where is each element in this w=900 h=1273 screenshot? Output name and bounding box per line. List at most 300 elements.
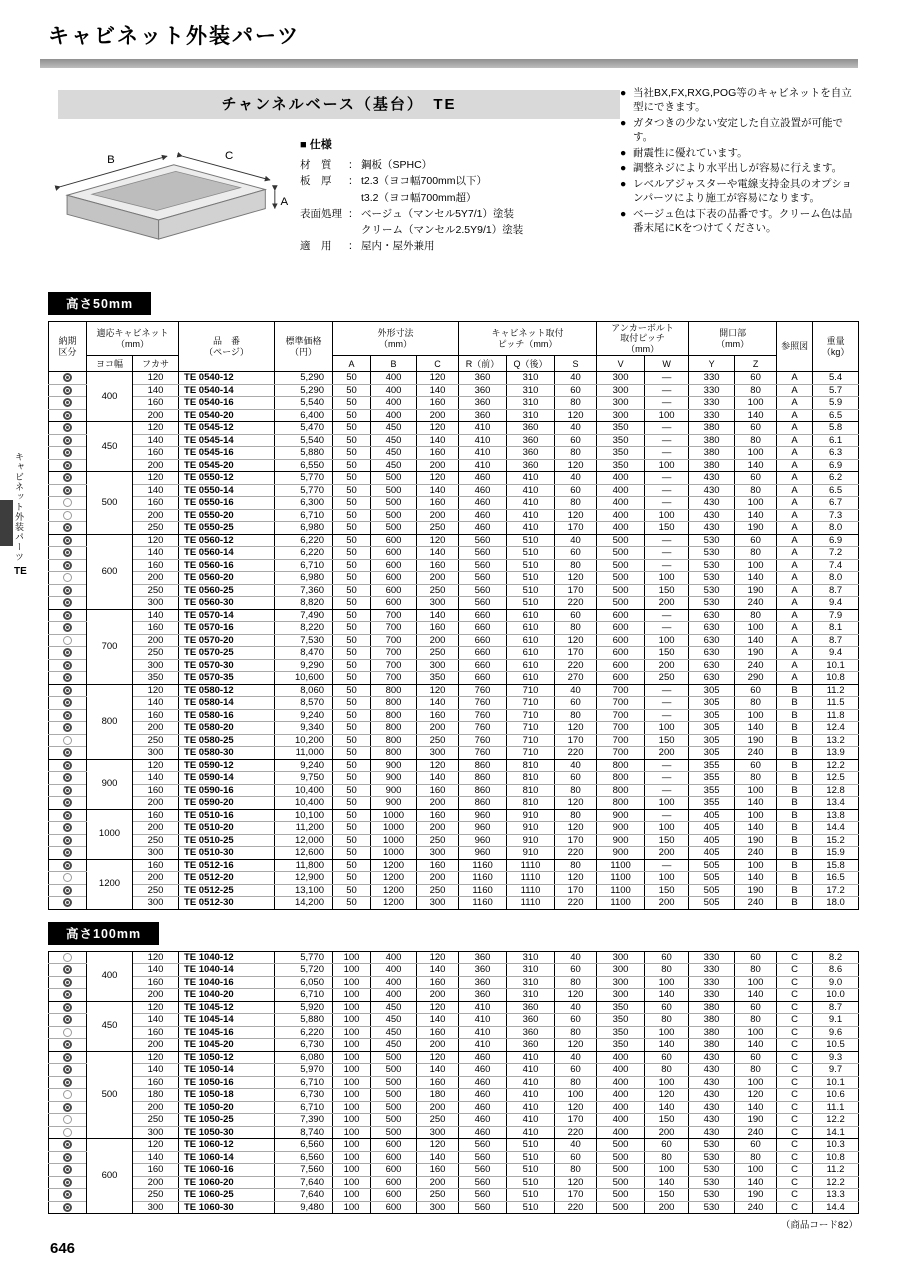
parts-table-100mm — [48, 951, 859, 1215]
value-cell: 60 — [645, 1139, 689, 1152]
value-cell: 100 — [645, 872, 689, 885]
table-row — [49, 497, 859, 510]
value-cell: 50 — [333, 672, 371, 685]
ref-figure-cell: A — [777, 497, 813, 510]
value-cell: 160 — [417, 447, 459, 460]
ref-figure-cell: C — [777, 1014, 813, 1027]
header-part-number: 品 番 （ページ） — [179, 322, 275, 372]
value-cell: 350 — [597, 459, 645, 472]
delivery-mark-cell — [49, 609, 87, 622]
value-cell: 960 — [459, 822, 507, 835]
value-cell: 760 — [459, 684, 507, 697]
value-cell: 1200 — [371, 884, 417, 897]
value-cell: 100 — [735, 809, 777, 822]
price-cell: 12,000 — [275, 834, 333, 847]
depth-cell: 160 — [133, 397, 179, 410]
value-cell: 330 — [689, 976, 735, 989]
value-cell: 500 — [597, 1189, 645, 1202]
value-cell: 80 — [735, 772, 777, 785]
value-cell: 140 — [735, 1101, 777, 1114]
value-cell: 150 — [645, 1189, 689, 1202]
table-row — [49, 964, 859, 977]
value-cell: 410 — [507, 1076, 555, 1089]
section-label-100mm: 高さ100mm — [48, 922, 159, 945]
value-cell: 100 — [645, 509, 689, 522]
value-cell: 500 — [597, 1201, 645, 1214]
value-cell: 100 — [333, 1164, 371, 1177]
value-cell: 50 — [333, 497, 371, 510]
part-number-cell: TE 1050-20 — [179, 1101, 275, 1114]
weight-cell: 14.4 — [813, 822, 859, 835]
value-cell: 330 — [689, 372, 735, 385]
delivery-filled-circle-icon — [63, 436, 72, 445]
value-cell: 200 — [417, 1101, 459, 1114]
value-cell: 660 — [459, 609, 507, 622]
ref-figure-cell: C — [777, 989, 813, 1002]
value-cell: 60 — [735, 759, 777, 772]
delivery-filled-circle-icon — [63, 536, 72, 545]
header-a: A — [333, 356, 371, 372]
value-cell: 60 — [735, 1051, 777, 1064]
value-cell: 50 — [333, 697, 371, 710]
value-cell: 560 — [459, 597, 507, 610]
weight-cell: 17.2 — [813, 884, 859, 897]
delivery-mark-cell — [49, 1089, 87, 1102]
value-cell: 500 — [371, 1114, 417, 1127]
delivery-mark-cell — [49, 1176, 87, 1189]
header-q: Q（後） — [507, 356, 555, 372]
header-weight: 重量 （kg） — [813, 322, 859, 372]
value-cell: 120 — [555, 1176, 597, 1189]
ref-figure-cell: B — [777, 834, 813, 847]
spec-text: ベージュ（マンセル5Y7/1）塗装 — [361, 207, 515, 220]
value-cell: 350 — [597, 447, 645, 460]
value-cell: 460 — [459, 1089, 507, 1102]
value-cell: 80 — [555, 859, 597, 872]
part-number-cell: TE 0580-16 — [179, 709, 275, 722]
delivery-mark-cell — [49, 409, 87, 422]
spec-text: 板 厚 — [300, 175, 332, 188]
value-cell: 500 — [597, 1176, 645, 1189]
depth-cell: 180 — [133, 1089, 179, 1102]
table-row — [49, 722, 859, 735]
value-cell: 220 — [555, 897, 597, 910]
spec-text: ： — [348, 175, 359, 188]
value-cell: 120 — [417, 1001, 459, 1014]
value-cell: 50 — [333, 409, 371, 422]
table-row — [49, 734, 859, 747]
part-number-cell: TE 1060-25 — [179, 1189, 275, 1202]
ref-figure-cell: A — [777, 472, 813, 485]
value-cell: 120 — [555, 822, 597, 835]
value-cell: 910 — [507, 847, 555, 860]
price-cell: 6,730 — [275, 1089, 333, 1102]
weight-cell: 7.9 — [813, 609, 859, 622]
weight-cell: 6.9 — [813, 534, 859, 547]
value-cell: 40 — [555, 372, 597, 385]
delivery-mark-cell — [49, 989, 87, 1002]
value-cell: 170 — [555, 734, 597, 747]
delivery-filled-circle-icon — [63, 423, 72, 432]
weight-cell: 8.6 — [813, 964, 859, 977]
value-cell: 1110 — [507, 872, 555, 885]
value-cell: 140 — [417, 1014, 459, 1027]
ref-figure-cell: A — [777, 584, 813, 597]
value-cell: 560 — [459, 1139, 507, 1152]
delivery-filled-circle-icon — [63, 548, 72, 557]
header-opening: 開口部 （mm） — [689, 322, 777, 356]
part-number-cell: TE 1045-12 — [179, 1001, 275, 1014]
value-cell: 160 — [417, 1026, 459, 1039]
depth-cell: 300 — [133, 747, 179, 760]
price-cell: 8,570 — [275, 697, 333, 710]
depth-cell: 160 — [133, 1026, 179, 1039]
value-cell: 200 — [645, 1126, 689, 1139]
product-notes — [620, 86, 858, 236]
value-cell: 40 — [555, 951, 597, 964]
value-cell: 80 — [555, 1026, 597, 1039]
value-cell: 660 — [459, 634, 507, 647]
value-cell: 700 — [371, 672, 417, 685]
value-cell: 530 — [689, 1176, 735, 1189]
value-cell: 900 — [371, 772, 417, 785]
value-cell: 250 — [417, 647, 459, 660]
table-row — [49, 484, 859, 497]
ref-figure-cell: A — [777, 422, 813, 435]
value-cell: 500 — [371, 522, 417, 535]
value-cell: 100 — [333, 1151, 371, 1164]
value-cell: 610 — [507, 672, 555, 685]
value-cell: 460 — [459, 497, 507, 510]
value-cell: 100 — [645, 634, 689, 647]
price-cell: 9,240 — [275, 709, 333, 722]
table-row — [49, 397, 859, 410]
bullet-icon: ● — [620, 207, 627, 220]
value-cell: 450 — [371, 447, 417, 460]
value-cell: 900 — [597, 834, 645, 847]
value-cell: 500 — [371, 509, 417, 522]
ref-figure-cell: A — [777, 409, 813, 422]
part-number-cell: TE 0590-20 — [179, 797, 275, 810]
delivery-mark-cell — [49, 784, 87, 797]
value-cell: 700 — [371, 659, 417, 672]
spec-row — [300, 238, 635, 254]
value-cell: 100 — [333, 964, 371, 977]
value-cell: 360 — [459, 372, 507, 385]
ref-figure-cell: C — [777, 951, 813, 964]
price-cell: 6,730 — [275, 1039, 333, 1052]
note-item — [620, 86, 858, 115]
value-cell: 700 — [597, 747, 645, 760]
value-cell: 355 — [689, 797, 735, 810]
value-cell: 190 — [735, 834, 777, 847]
product-title: チャンネルベース（基台） TE — [58, 90, 620, 119]
value-cell: 120 — [417, 372, 459, 385]
cabinet-width-cell: 700 — [87, 609, 133, 684]
value-cell: 300 — [417, 659, 459, 672]
price-cell: 12,900 — [275, 872, 333, 885]
value-cell: 120 — [417, 759, 459, 772]
weight-cell: 13.4 — [813, 797, 859, 810]
value-cell: 600 — [371, 1164, 417, 1177]
table-row — [49, 684, 859, 697]
value-cell: 250 — [417, 584, 459, 597]
value-cell: 60 — [555, 1014, 597, 1027]
delivery-mark-cell — [49, 1114, 87, 1127]
value-cell: 200 — [645, 847, 689, 860]
value-cell: 200 — [417, 797, 459, 810]
part-number-cell: TE 0545-16 — [179, 447, 275, 460]
delivery-mark-cell — [49, 497, 87, 510]
depth-cell: 160 — [133, 784, 179, 797]
value-cell: 50 — [333, 859, 371, 872]
value-cell: — — [645, 384, 689, 397]
value-cell: 80 — [555, 1076, 597, 1089]
value-cell: 505 — [689, 884, 735, 897]
note-item — [620, 116, 858, 145]
value-cell: 400 — [597, 472, 645, 485]
part-number-cell: TE 0545-20 — [179, 459, 275, 472]
value-cell: 430 — [689, 1076, 735, 1089]
value-cell: 405 — [689, 809, 735, 822]
value-cell: 600 — [597, 672, 645, 685]
value-cell: 250 — [417, 834, 459, 847]
value-cell: 50 — [333, 559, 371, 572]
table-row — [49, 609, 859, 622]
part-number-cell: TE 0510-20 — [179, 822, 275, 835]
value-cell: 700 — [597, 734, 645, 747]
value-cell: 600 — [371, 559, 417, 572]
value-cell: 500 — [597, 559, 645, 572]
value-cell: — — [645, 497, 689, 510]
weight-cell: 13.2 — [813, 734, 859, 747]
value-cell: 150 — [645, 834, 689, 847]
value-cell: 100 — [333, 1039, 371, 1052]
value-cell: 50 — [333, 847, 371, 860]
table-row — [49, 834, 859, 847]
value-cell: 50 — [333, 572, 371, 585]
value-cell: 240 — [735, 747, 777, 760]
depth-cell: 120 — [133, 759, 179, 772]
value-cell: 60 — [555, 1151, 597, 1164]
value-cell: 80 — [555, 976, 597, 989]
value-cell: — — [645, 809, 689, 822]
value-cell: 1110 — [507, 884, 555, 897]
value-cell: 50 — [333, 897, 371, 910]
cabinet-width-cell: 500 — [87, 472, 133, 535]
value-cell: 700 — [597, 697, 645, 710]
weight-cell: 6.9 — [813, 459, 859, 472]
ref-figure-cell: A — [777, 572, 813, 585]
value-cell: 140 — [735, 822, 777, 835]
table-row — [49, 1039, 859, 1052]
value-cell: 80 — [735, 384, 777, 397]
value-cell: 140 — [417, 964, 459, 977]
spec-row — [300, 222, 635, 238]
value-cell: 40 — [555, 684, 597, 697]
value-cell: 530 — [689, 1151, 735, 1164]
ref-figure-cell: B — [777, 884, 813, 897]
value-cell: 810 — [507, 772, 555, 785]
value-cell: 100 — [333, 1114, 371, 1127]
part-number-cell: TE 0512-16 — [179, 859, 275, 872]
value-cell: 310 — [507, 409, 555, 422]
table-row — [49, 1114, 859, 1127]
value-cell: 240 — [735, 659, 777, 672]
delivery-filled-circle-icon — [63, 761, 72, 770]
ref-figure-cell: B — [777, 684, 813, 697]
value-cell: 170 — [555, 1114, 597, 1127]
spec-text: 屋内・屋外兼用 — [361, 240, 435, 253]
value-cell: 140 — [417, 484, 459, 497]
sidebar-series-code: TE — [14, 566, 27, 577]
part-number-cell: TE 0570-30 — [179, 659, 275, 672]
table-row — [49, 897, 859, 910]
value-cell: 960 — [459, 847, 507, 860]
value-cell: 800 — [371, 684, 417, 697]
value-cell: 160 — [417, 784, 459, 797]
delivery-filled-circle-icon — [63, 1078, 72, 1087]
price-cell: 7,560 — [275, 1164, 333, 1177]
weight-cell: 15.8 — [813, 859, 859, 872]
depth-cell: 140 — [133, 772, 179, 785]
delivery-mark-cell — [49, 1076, 87, 1089]
delivery-filled-circle-icon — [63, 473, 72, 482]
value-cell: 150 — [645, 522, 689, 535]
value-cell: 410 — [459, 1014, 507, 1027]
value-cell: 40 — [555, 422, 597, 435]
ref-figure-cell: C — [777, 964, 813, 977]
cabinet-width-cell: 600 — [87, 1139, 133, 1214]
value-cell: 150 — [645, 647, 689, 660]
spec-text: ： — [348, 207, 359, 220]
value-cell: 300 — [417, 847, 459, 860]
delivery-mark-cell — [49, 459, 87, 472]
value-cell: 200 — [417, 1176, 459, 1189]
weight-cell: 10.8 — [813, 1151, 859, 1164]
table-row — [49, 822, 859, 835]
value-cell: 410 — [507, 484, 555, 497]
part-number-cell: TE 0550-20 — [179, 509, 275, 522]
value-cell: 190 — [735, 734, 777, 747]
part-number-cell: TE 1060-16 — [179, 1164, 275, 1177]
value-cell: 400 — [371, 964, 417, 977]
diagram-label-a: A — [280, 195, 289, 208]
value-cell: 410 — [507, 1114, 555, 1127]
value-cell: 460 — [459, 522, 507, 535]
depth-cell: 160 — [133, 622, 179, 635]
delivery-mark-cell — [49, 759, 87, 772]
price-cell: 6,220 — [275, 534, 333, 547]
value-cell: 200 — [645, 1201, 689, 1214]
table-row — [49, 1126, 859, 1139]
value-cell: 630 — [689, 609, 735, 622]
value-cell: — — [645, 684, 689, 697]
value-cell: 60 — [555, 384, 597, 397]
ref-figure-cell: A — [777, 484, 813, 497]
part-number-cell: TE 1045-16 — [179, 1026, 275, 1039]
diagram-label-c: C — [224, 150, 234, 163]
delivery-mark-cell — [49, 547, 87, 560]
value-cell: 100 — [735, 497, 777, 510]
price-cell: 5,290 — [275, 384, 333, 397]
value-cell: 50 — [333, 547, 371, 560]
depth-cell: 300 — [133, 1126, 179, 1139]
value-cell: 400 — [597, 1126, 645, 1139]
value-cell: 310 — [507, 964, 555, 977]
part-number-cell: TE 1060-14 — [179, 1151, 275, 1164]
value-cell: 610 — [507, 659, 555, 672]
value-cell: 530 — [689, 559, 735, 572]
page-number: 646 — [50, 1240, 76, 1257]
value-cell: 510 — [507, 1176, 555, 1189]
value-cell: 410 — [459, 1001, 507, 1014]
value-cell: 100 — [333, 1051, 371, 1064]
cabinet-width-cell: 1000 — [87, 809, 133, 859]
table-row — [49, 797, 859, 810]
part-number-cell: TE 0510-30 — [179, 847, 275, 860]
value-cell: 800 — [597, 797, 645, 810]
value-cell: 1160 — [459, 872, 507, 885]
header-w: W — [645, 356, 689, 372]
value-cell: — — [645, 759, 689, 772]
delivery-open-circle-icon — [63, 636, 72, 645]
part-number-cell: TE 0550-25 — [179, 522, 275, 535]
depth-cell: 120 — [133, 1139, 179, 1152]
delivery-open-circle-icon — [63, 873, 72, 882]
ref-figure-cell: B — [777, 747, 813, 760]
value-cell: 200 — [417, 634, 459, 647]
table-row — [49, 384, 859, 397]
value-cell: 170 — [555, 584, 597, 597]
value-cell: 350 — [597, 422, 645, 435]
header-delivery: 納期 区分 — [49, 322, 87, 372]
price-cell: 5,540 — [275, 434, 333, 447]
value-cell: 240 — [735, 897, 777, 910]
ref-figure-cell: A — [777, 634, 813, 647]
value-cell: 170 — [555, 1189, 597, 1202]
weight-cell: 8.0 — [813, 522, 859, 535]
value-cell: 400 — [371, 397, 417, 410]
depth-cell: 120 — [133, 372, 179, 385]
table-row — [49, 1014, 859, 1027]
value-cell: 630 — [689, 647, 735, 660]
part-number-cell: TE 1050-18 — [179, 1089, 275, 1102]
delivery-filled-circle-icon — [63, 448, 72, 457]
spec-text: クリーム（マンセル2.5Y9/1）塗装 — [361, 224, 524, 237]
value-cell: 600 — [597, 647, 645, 660]
value-cell: 150 — [645, 1114, 689, 1127]
depth-cell: 200 — [133, 722, 179, 735]
table-row — [49, 872, 859, 885]
value-cell: 100 — [333, 1126, 371, 1139]
value-cell: 500 — [597, 547, 645, 560]
table-row — [49, 809, 859, 822]
value-cell: 120 — [417, 422, 459, 435]
delivery-filled-circle-icon — [63, 1040, 72, 1049]
depth-cell: 250 — [133, 1114, 179, 1127]
depth-cell: 140 — [133, 1064, 179, 1077]
ref-figure-cell: B — [777, 822, 813, 835]
weight-cell: 12.2 — [813, 1114, 859, 1127]
value-cell: 305 — [689, 709, 735, 722]
delivery-filled-circle-icon — [63, 978, 72, 987]
delivery-mark-cell — [49, 597, 87, 610]
weight-cell: 7.4 — [813, 559, 859, 572]
value-cell: 160 — [417, 559, 459, 572]
value-cell: 200 — [417, 722, 459, 735]
ref-figure-cell: C — [777, 1139, 813, 1152]
